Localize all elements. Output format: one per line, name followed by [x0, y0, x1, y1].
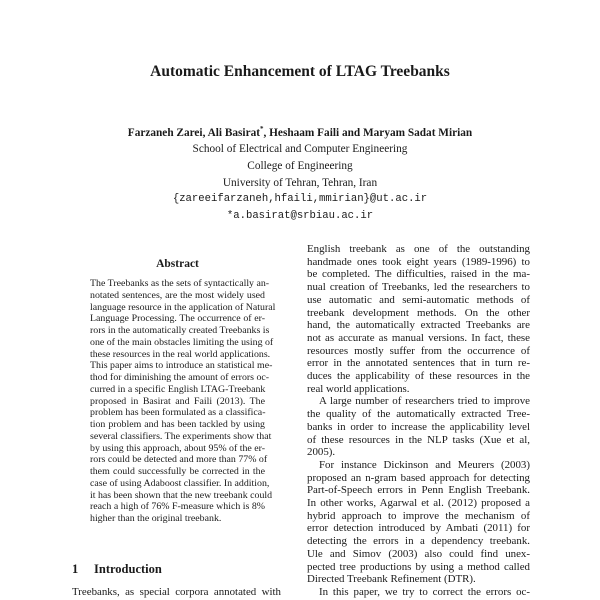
- text-line: hand, the automatically extracted Treebanks are: [307, 319, 530, 332]
- text-line: banks in order to increase the applicability level: [307, 420, 530, 433]
- text-line: hybrid approach to improve the mechanism of: [307, 509, 530, 522]
- text-line: of these resources in the NLP tasks (Xue et al,: [307, 433, 530, 446]
- abstract-heading: Abstract: [156, 258, 199, 270]
- text-line: it has been shown that the new treebank could: [90, 489, 273, 501]
- text-line: not as accurate as manual versions. In fact, these: [307, 331, 530, 344]
- text-line: error detection introduced by Ambati (2011) for: [307, 522, 530, 535]
- text-line: by using this approach, about 95% of the er-: [90, 442, 266, 454]
- text-line: treebank development methods. On the other: [307, 306, 530, 319]
- corresponding-mark: *: [260, 125, 264, 133]
- text-line: Treebanks, as special corpora annotated with: [72, 586, 281, 598]
- text-line: these resources in the real world applications.: [90, 348, 271, 360]
- text-line: problem has been formulated as a classifica-: [90, 407, 266, 419]
- text-line: duces the applicability of these resources in the: [307, 370, 530, 383]
- text-line: pected tree productions by using a method called: [307, 560, 530, 573]
- text-line: them could successfully be corrected in the: [90, 466, 265, 477]
- text-line: handmade ones took eight years (1989-1996) to: [307, 255, 530, 268]
- text-line: detecting the errors in a dependency treebank.: [307, 535, 530, 548]
- text-line: language resource in the application of Natural: [90, 301, 276, 313]
- text-line: Directed Treebank Refinement (DTR).: [307, 573, 476, 586]
- text-line: proposed in Basirat and Faili (2013). The: [90, 395, 265, 407]
- text-line: be completed. The difficulties, raised in the ma-: [307, 268, 530, 281]
- author-names-part1: Farzaneh Zarei, Ali Basirat: [127, 126, 260, 139]
- author-block: [0, 121, 600, 224]
- text-line: tion problem and has been tackled by using: [90, 419, 265, 430]
- email-line: {zareeifarzaneh,hfaili,mmirian}@ut.ac.ir: [172, 193, 428, 206]
- text-line: Language Processing. The occurrence of er-: [90, 313, 265, 325]
- text-line: Ule and Simov (2003) also could find unex-: [307, 547, 530, 560]
- author-names: [0, 121, 600, 141]
- text-line: notated sentences, are the most widely used: [90, 289, 265, 301]
- introduction-body: [72, 586, 281, 599]
- text-line: English treebank as one of the outstanding: [307, 243, 530, 255]
- text-line: rors in the automatically created Treebanks is: [90, 325, 270, 336]
- text-line: case of using Adaboost classifier. In addition,: [90, 477, 270, 489]
- text-line: reach a high of 76% F-measure which is 8%: [90, 501, 265, 513]
- affiliation-line: College of Engineering: [247, 159, 353, 172]
- text-line: rors could be detected and more than 77% of: [90, 454, 268, 466]
- text-line: higher than the original treebank.: [90, 513, 222, 524]
- section-title: Introduction: [94, 562, 162, 576]
- email-line: *a.basirat@srbiau.ac.ir: [226, 209, 374, 222]
- text-line: several classifiers. The experiments show that: [90, 430, 272, 442]
- text-line: In other works, Agarwal et al. (2012) proposed a: [307, 497, 530, 510]
- text-line: This paper aims to introduce an statistical me-: [90, 360, 273, 372]
- text-line: A large number of researchers tried to improve: [319, 395, 530, 408]
- affiliation-line: University of Tehran, Tehran, Iran: [222, 176, 378, 189]
- author-names-part2: , Heshaam Faili and Maryam Sadat Mirian: [263, 126, 473, 139]
- text-line: proposed an n-gram based approach for detecting: [307, 471, 530, 484]
- text-line: real world applications.: [307, 382, 410, 395]
- text-line: Part-of-Speech errors in Penn English Treebank.: [307, 484, 530, 497]
- text-line: 2005).: [307, 446, 336, 459]
- section-number: 1: [72, 562, 79, 576]
- text-line: thod for diminishing the amount of errors oc-: [90, 372, 270, 383]
- text-line: For instance Dickinson and Meurers (2003): [319, 458, 530, 471]
- text-line: The Treebanks as the sets of syntactically an-: [90, 278, 270, 289]
- section-heading-introduction: [72, 562, 162, 577]
- text-line: one of the main obstacles limiting the using of: [90, 336, 274, 348]
- text-line: resources mostly suffer from the occurrence of: [307, 344, 530, 357]
- text-line: In this paper, we try to correct the errors oc-: [319, 585, 530, 598]
- text-line: error in the annotated sentences that in turn re-: [307, 357, 530, 370]
- right-column-body: [307, 243, 530, 599]
- text-line: nual creation of Treebanks, led the researchers to: [307, 281, 530, 294]
- text-line: use automatic and semi-automatic methods of: [307, 293, 530, 306]
- text-line: curred in a specific English LTAG-Treebank: [90, 383, 266, 395]
- abstract-body: [90, 278, 276, 525]
- paper-title: Automatic Enhancement of LTAG Treebanks: [150, 63, 450, 80]
- affiliation-line: School of Electrical and Computer Engineering: [192, 143, 408, 156]
- text-line: the quality of the automatically extracted Tree-: [307, 408, 530, 421]
